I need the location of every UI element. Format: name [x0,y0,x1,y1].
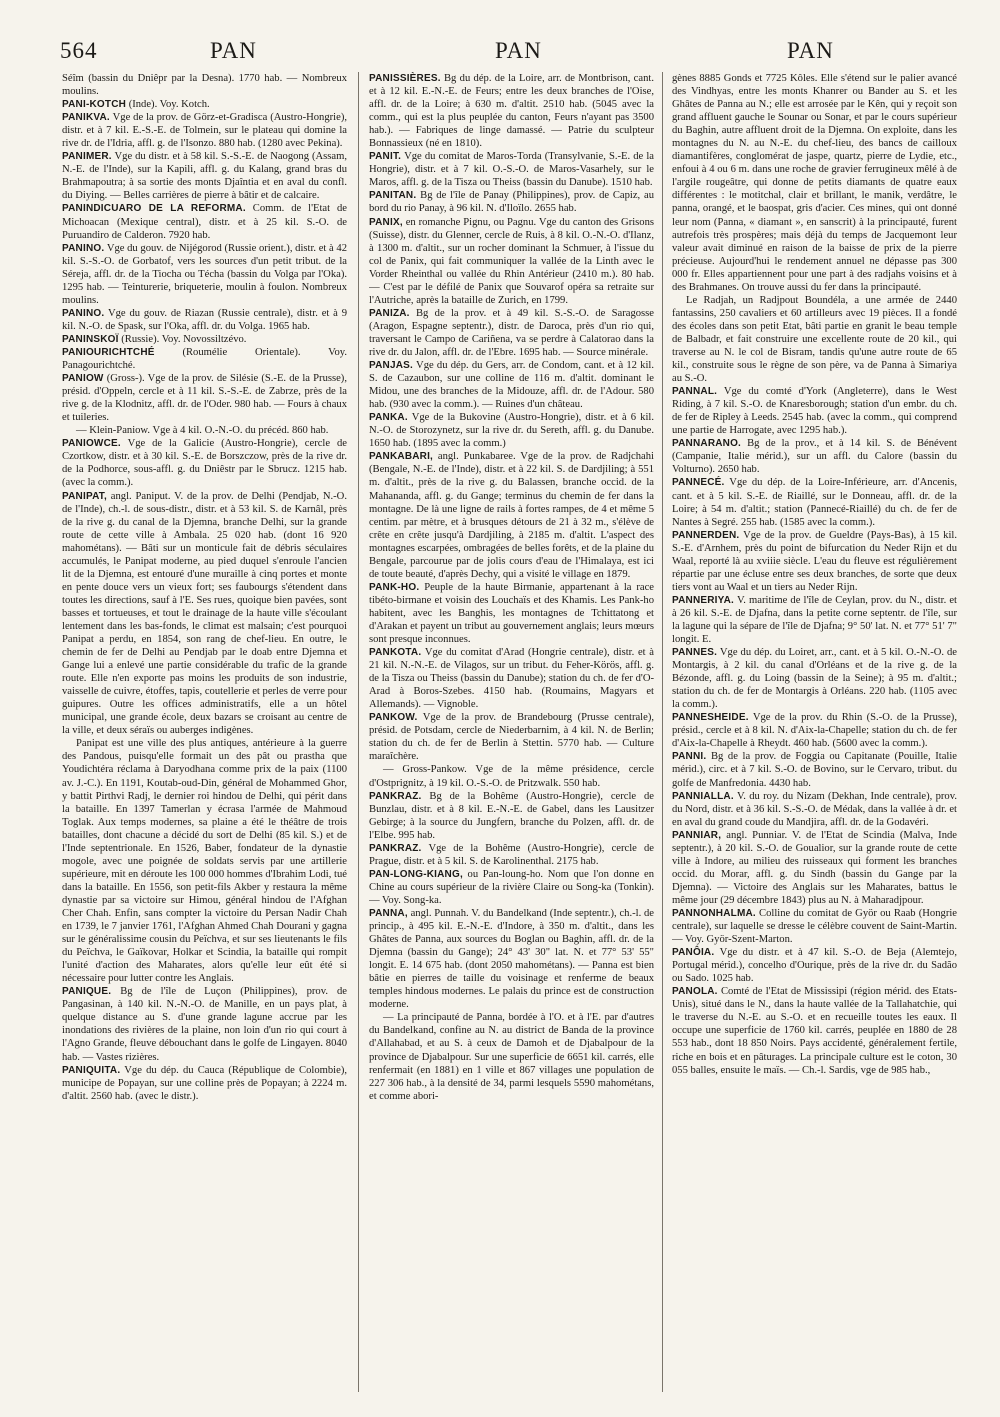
entry-text: Vge du distr. et à 58 kil. S.-S.-E. de Naogong (Assam, N.-E. de l'Inde), sur la Kapili, affl. g. du Kalang, grand bras du Brahmapoutra; à sa sortie des monts Djaîntia et en aval du confl. du Diying. — Belles carrières de pierre à bâtir et de calcaire. [62,151,347,202]
dictionary-entry [62,372,347,424]
dictionary-entry [369,790,654,842]
entry-headword: PANIPAT, [62,490,107,502]
entry-text: Panipat est une ville des plus antiques, antérieure à la guerre des Pandous, puisqu'elle formait un des pât ou prastha que Youdichtéra réclama à Daryodhana comme prix de la paix (1100 av. J.-C.). En 1191, Koutab-oud-Din, général de Mohammed Ghor, y battit Pirthvi Radj, le dernier roi hindou de Delhi, qui périt dans la bataille. En 1397 Tamerlan y écrasa l'armée de Mahmoud Toglak. Aux temps modernes, sa plaine a été le théâtre de trois batailles, dont chacune a décidé du sort de Delhi (85 kil. S.) et de l'Inde septentrionale. En 1526, Baber, fondateur de la dynastie mogole, avec une poignée de soldats servis par une artillerie supérieure, mit en déroute les 100 000 hommes d'Ibrahim Lodi, tué dans la bataille. En 1556, son petit-fils Akber y restaura la même dynastie par sa victoire sur Himou, général hindou de l'Afghan Cher Chah. Enfin, sans compter la victoire du Persan Nadir Chah en 1739, le 7 janvier 1761, l'Afghan Ahmed Chah Dourani y gagna sur le généralissime cousin du Peïchva, et sur ses lieutenants le fils du Peïchva, le Gaïkovar, Holkar et Scindia, la bataille qui rompit l'unité d'action des Maharates, alors qu'elle leur eût été si nécessaire pour lutter contre les Anglais. [62,738,347,985]
entry-headword: PANI-KOTCH [62,99,127,111]
entry-text: angl. Paniput. V. de la prov. de Delhi (Pendjab, N.-O. de l'Inde), ch.-l. de sous-distr., distr. et à 53 kil. S. de Karnâl, près de la rive g. du canal de la Djemna, branche Delhi, sur la grande route de cette ville à Ambala. 25 020 hab. (dont 16 920 mahométans). — Bâti sur un monticule fait de débris séculaires accumulés, le Panipat moderne, au pied duquel s'enroule l'ancien lit de la Djemna, est entouré d'une muraille à cinq portes et monte en pente douce vers un vieux fort; ses faubourgs s'étendent dans toutes les directions, sauf à l'E. Ses rues, quoique bien pavées, sont basses et tortueuses, et tout le drainage de la haute ville s'écoulant lentement dans les bas-fonds, le climat est malsain; c'est pourquoi Panipat a perdu, en 1854, son rang de chef-lieu. En outre, le chemin de fer de Delhi au Pendjab par le doab entre Djemna et Gange lui a enlevé une partie considérable du trafic de la grande route. Elle n'en exporte pas moins les produits de son industrie, vaisselle de cuivre, étoffes, tapis, coutellerie et perles de verre pour guipures. Outre les offices administratifs, elle a un hôtel municipal, une grande école, deux bazars se croisant au centre de la ville, et deux séraïs ou auberges indigènes. [62,490,347,737]
dictionary-entry [369,868,654,907]
entry-headword: PANIMER. [62,151,112,163]
entry-text: Vge du comté d'York (Angleterre), dans le West Riding, à 7 kil. S.-O. de Knaresborough; station d'un embr. du ch. de fer de Ripley à Leeds. 2545 hab. (avec la comm., qui comprend une partie de Harrogate, avec 1295 hab.). [672,386,957,437]
entry-headword: PANNIALLA. [672,790,734,802]
entry-text: V. maritime de l'île de Ceylan, prov. du N., distr. et à 26 kil. S.-E. de Djafna, dans la petite corne septentr. de l'île, sur la lagune qui la sépare de l'île de Djafna; 9° 50' lat. N. et 77° 51' 7" longit. E. [672,594,957,646]
entry-text: Bg de la prov., et à 14 kil. S. de Bénévent (Campanie, Italie mérid.), sur un affl. du Calore (bassin du Volturno). 2650 hab. [672,438,957,476]
entry-text: ou Pan-loung-ho. Nom que l'on donne en Chine au cours supérieur de la rivière Claire ou Song-ka (Tonkin). — Voy. Song-ka. [369,868,654,906]
dictionary-entry [369,72,654,150]
entry-text: Vge de la prov. de Gueldre (Pays-Bas), à 15 kil. S.-E. d'Arnhem, près du point de bifurcation du Neder Rijn et du Waal, reporté là au xviiie siècle. L'eau du fleuve est régulièrement répartie par une écluse entre ses deux branches, de sorte que deux tiers vont au Waal et un tiers au Neder Rijn. [672,529,957,593]
dictionary-entry [672,907,957,946]
dictionary-entry [62,202,347,241]
entry-headword: PANIQUE. [62,986,112,998]
page-header [60,38,960,68]
dictionary-entry [672,646,957,711]
dictionary-entry [369,216,654,307]
entry-headword: PANINSKOÏ [62,333,119,345]
entry-text: — Klein-Paniow. Vge à 4 kil. O.-N.-O. du précéd. 860 hab. [76,425,329,437]
running-head-right: PAN [787,38,834,63]
entry-headword: PANKRAZ. [369,842,422,854]
dictionary-entry [62,437,347,489]
column-divider [358,72,359,1392]
entry-headword: PAN-LONG-KIANG, [369,868,463,880]
dictionary-entry [672,594,957,646]
dictionary-entry [369,646,654,711]
dictionary-entry [62,346,347,372]
entry-headword: PANNI. [672,751,707,763]
running-head-center: PAN [495,38,542,63]
entry-text: Comté de l'Etat de Mississipi (région mérid. des Etats-Unis), situé dans le N., dans la haute vallée de la Tallahatchie, qui le traverse du N.-E. au S.-O. et en recueille toutes les eaux. Il occupe une superficie de 1760 kil. carrés, peuplée en 1880 de 28 553 hab., dont 18 850 Noirs. Pays accidenté, généralement fertile, riche en bois et en pâturages. La principale culture est le coton, 30 055 balles, ensuite le maïs. — Ch.-l. Sardis, vge de 985 hab., [672,986,957,1076]
entry-headword: PANNA, [369,908,408,919]
entry-text: Bg de la prov. et à 49 kil. S.-S.-O. de Saragosse (Aragon, Espagne septentr.), distr. de Daroca, près d'un rio qui, traversant le Campo de Cariñena, va se perdre à Calatorao dans la rive dr. du Jalon, affl. dr. de l'Ebre. 1695 hab. — Source minérale. [369,307,654,358]
page-number: 564 [60,38,98,63]
entry-headword: PANIOURICHTCHÉ [62,346,155,358]
entry-text: gènes 8885 Gonds et 7725 Kôles. Elle s'étend sur le palier avancé des Vindhyas, entre les monts Khanrer ou Bander au S. et les Ghâtes de Panna au N.; elle est arrosée par le Kên, qui y reçoit son grand affluent gauche le Sounar ou Sonar, et par le cours supérieur du Baghin, autre affluent droit de la Djemna. On exploite, dans les montagnes du N. au N.-E. du chef-lieu, des bancs de cailloux diamantifères, conglomérat de jaspe, quartz, pierre de Lydie, etc., enfoui à 4 ou 6 m. dans une roche de gravier ferrugineux mêlé à de l'argile rougeâtre, qui donne de petits diamants de quatre eaux différentes : le motitchal, clair et brillant, le manik, verdâtre, le panna, orangé, et le baospat, gris d'acier. Ces mines, qui ont donné leur nom (Panna, « diamant », en sanscrit) à la principauté, furent autrefois très prospères; mais déjà du temps de Jacquemont leur valeur avait diminué en raison de la baisse de prix de la pierre précieuse. Aujourd'hui le rendement annuel ne dépasse pas 300 000 fr. Elles appartiennent pour une part à des radjahs voisins et à des Brahmanes. On trouve aussi du fer dans la principauté. [672,73,957,293]
entry-text: Vge de la Galicie (Austro-Hongrie), cercle de Czortkow, distr. et à 30 kil. S.-E. de Borszczow, près de la rive dr. de la Podhorce, sous-affl. g. du Dniêstr par le Sbrucz. 1215 hab. (avec la comm.). [62,438,347,489]
dictionary-entry [369,411,654,450]
dictionary-entry [62,424,347,437]
dictionary-entry [672,385,957,437]
entry-text: V. du roy. du Nizam (Dekhan, Inde centrale), prov. du Nord, distr. et à 36 kil. S.-S.-O. de Médak, dans la vallée à dr. et en aval du grand coude du Mandjira, affl. dr. de la Godavéri. [672,790,957,828]
entry-headword: PANINO. [62,307,105,319]
entry-headword: PANNONHALMA. [672,908,756,919]
dictionary-entry [369,450,654,580]
dictionary-entry [62,1064,347,1103]
entry-text: Vge du gouv. de Riazan (Russie centrale), distr. et à 9 kil. N.-O. de Spask, sur l'Oka, affl. dr. du Volga. 1965 hab. [62,307,347,332]
dictionary-entry [369,359,654,411]
entry-text: Vge de la prov. du Rhin (S.-O. de la Prusse), présid., cercle et à 8 kil. N. d'Aix-la-Chapelle; station du ch. de fer d'Aix-la-Chapelle à Rheydt. 460 hab. (5600 avec la comm.). [672,712,957,750]
dictionary-entry [62,242,347,307]
entry-text: Bg du dép. de la Loire, arr. de Montbrison, cant. et à 12 kil. E.-N.-E. de Feurs; entre les deux branches de l'Oise, affl. dr. de la Loire; à 630 m. d'altit. 2510 hab. (5045 avec la comm., qui est la plus peuplée du canton, Feurs n'ayant pas 3500 hab.). — Fabriques de linge damassé. — Patrie du sculpteur Bonnassieux (né en 1810). [369,73,654,150]
entry-headword: PANJAS. [369,360,414,372]
entry-headword: PANIOWCE. [62,438,121,450]
dictionary-entry [369,307,654,359]
entry-text: (Roumélie Orientale). Voy. Panagourichtché. [62,346,347,372]
dictionary-entry [62,490,347,738]
entry-text: angl. Punniar. V. de l'Etat de Scindia (Malva, Inde septentr.), à 20 kil. S.-O. de Goualior, sur la grande route de cette ville à Indore, au milieu des ruisseaux qui forment les branches occid. du Morar, affl. g. du Sindh (bassin du Gange par la Djemna). — Victoire des Anglais sur les Maharates, battus le même jour (29 décembre 1843) plus au N. à Maharadjpour. [672,829,957,906]
dictionary-entry [369,907,654,1011]
column-left [62,72,347,1392]
dictionary-entry [62,150,347,202]
dictionary-entry [369,763,654,789]
entry-headword: PANKA. [369,412,408,424]
entry-headword: PANITAN. [369,190,417,202]
dictionary-entry [672,946,957,985]
entry-headword: PANNECÉ. [672,477,725,489]
entry-headword: PANNARANO. [672,438,742,450]
entry-text: Vge du dép. du Gers, arr. de Condom, cant. et à 12 kil. S. de Cazaubon, sur une colline de 116 m. d'altit. dominant le Midou, une des branches de la Midouze, affl. dr. de l'Adour. 580 hab. (930 avec la comm.). — Ruines d'un château. [369,360,654,411]
entry-headword: PANÔIA. [672,947,715,959]
entry-text: Vge de la prov. de Görz-et-Gradisca (Austro-Hongrie), distr. et à 7 kil. E.-S.-E. de Tolmein, sur le plateau qui domine la rive dr. de l'Idria, affl. g. de l'Isonzo. 880 hab. (1280 avec Pekina). [62,112,347,150]
dictionary-entry [672,711,957,750]
entry-headword: PANKOW. [369,712,418,724]
entry-headword: PANNERDEN. [672,529,740,541]
entry-text: angl. Punnah. V. du Bandelkand (Inde septentr.), ch.-l. de princip., à 495 kil. E.-N.-E. d'Indore, à 350 m. d'altit., dans les Ghâtes de Panna, aux sources du Boglan ou Baghin, affl. dr. de la Djemna (bassin du Gange); 24° 43' 30" lat. N. et 77° 53' 55" longit. E. 14 675 hab. (dont 2050 mahométans). — Panna est bien bâtie en pierres de taille du voisinage et renferme de beaux temples hindous modernes. Le palais du prince est de construction moderne. [369,908,654,1011]
entry-headword: PANNESHEIDE. [672,712,749,724]
entry-text: Vge du comitat d'Arad (Hongrie centrale), distr. et à 21 kil. N.-N.-E. de Vilagos, sur un tribut. du Feher-Körös, affl. g. de la Tisza ou Theiss (bassin du Danube); station du ch. de fer d'O-Arad à Boros-Szebes. 4150 hab. (Roumains, Magyars et Allemands). — Vignoble. [369,647,654,711]
dictionary-entry [672,750,957,789]
entry-headword: PANOLA. [672,986,718,998]
entry-headword: PANNAL. [672,386,718,398]
entry-text: Bg de la Bohême (Austro-Hongrie), cercle de Bunzlau, distr. et à 8 kil. E.-N.-E. de Gabel, dans les Lausitzer Gebirge; à la source du Jungfern, branche du Polzen, affl. dr. de l'Elbe. 995 hab. [369,790,654,841]
entry-text: Colline du comitat de Györ ou Raab (Hongrie centrale), sur laquelle se dresse le célèbre couvent de Saint-Martin. — Voy. Györ-Szent-Marton. [672,908,957,946]
column-divider [662,72,663,1392]
entry-text: Comm. de l'Etat de Michoacan (Mexique central), distr. et à 25 kil. S.-O. de Puruandiro de Calderon. 7920 hab. [62,203,347,241]
dictionary-entry [62,985,347,1063]
entry-text: (Gross-). Vge de la prov. de Silésie (S.-E. de la Prusse), présid. d'Oppeln, cercle et à 11 kil. S.-S.-E. de Zabrze, près de la rive g. de la Klodnitz, affl. dr. de l'Oder. 980 hab. — Fours à chaux et tuileries. [62,373,347,424]
entry-text: Bg de l'île de Luçon (Philippines), prov. de Pangasinan, à 140 kil. N.-N.-O. de Manille, en un pays plat, à quelque distance au S. d'une grande lagune accrue par les inondations des rivières de la plaine, non loin d'un rio qui court à l'Agno Grande, fleuve débouchant dans le golfe de Lingayen. 8040 hab. — Vastes rizières. [62,986,347,1063]
entry-text: Vge du dép. du Cauca (République de Colombie), municipe de Popayan, sur une colline près de Popayan; à 2224 m. d'altit. 2560 hab. (avec le distr.). [62,1064,347,1102]
entry-headword: PANNES. [672,647,718,659]
entry-text: Vge de la prov. de Brandebourg (Prusse centrale), présid. de Potsdam, cercle de Niederbarnim, à 4 kil. N. de Berlin; station du ch. de fer de Berlin à Stettin. 5770 hab. — Culture maraîchère. [369,712,654,763]
entry-text: (Russie). Voy. Novossiltzévo. [121,333,247,345]
dictionary-entry [672,437,957,476]
dictionary-entry [62,111,347,150]
column-middle [369,72,654,1392]
entry-text: Vge de la Bukovine (Austro-Hongrie), distr. et à 6 kil. N.-O. de Storozynetz, sur la rive dr. du Sereth, affl. g. du Danube. 1650 hab. (1895 avec la comm.) [369,412,654,450]
entry-headword: PANINDICUARO DE LA REFORMA. [62,203,246,215]
entry-text: Vge du dép. du Loiret, arr., cant. et à 5 kil. O.-N.-O. de Montargis, à 2 kil. du canal d'Orléans et de la rive g. de la Bézonde, affl. g. du Loing (bassin de la Seine); à 95 m. d'altit.; station du ch. de fer de Montargis à Orléans. 220 hab. (1105 avec la comm.). [672,647,957,711]
dictionary-entry [672,790,957,829]
entry-text: Vge du dép. de la Loire-Inférieure, arr. d'Ancenis, cant. et à 5 kil. S.-E. de Riaillé, sur le Donneau, affl. dr. de la Loire; à 54 m. d'altit.; station (Pannecé-Riaillé) du ch. de fer de Nantes à Segré. 255 hab. (1585 avec la comm.). [672,477,957,528]
entry-headword: PANNERIYA. [672,594,735,606]
entry-headword: PANIQUITA. [62,1064,121,1076]
dictionary-entry [62,307,347,333]
entry-text: Séîm (bassin du Dniêpr par la Desna). 1770 hab. — Nombreux moulins. [62,73,347,98]
entry-headword: PANIT. [369,151,402,163]
entry-headword: PANKRAZ. [369,790,422,802]
entry-headword: PANKOTA. [369,647,422,659]
entry-text: en romanche Pignu, ou Pagnu. Vge du canton des Grisons (Suisse), distr. du Glenner, cercle de Ruis, à 8 kil. O.-N.-O. d'Ilanz, à 1300 m. d'altit., sur un rocher dominant la Schmuer, à l'issue du col de Panix, qui fait communiquer la vallée de la Linth avec le Vorder Rheinthal ou vallée du Rhin Antérieur (2410 m.). 80 hab. — C'est par le défilé de Panix que Souvarof opéra sa retraite sur l'Autriche, après la bataille de Zurich, en 1799. [369,216,654,306]
entry-headword: PANK-HO. [369,581,420,593]
dictionary-entry [62,737,347,985]
dictionary-entry [62,72,347,98]
dictionary-entry [672,985,957,1076]
entry-headword: PANISSIÈRES. [369,73,441,84]
dictionary-entry [369,711,654,763]
entry-text: (Inde). Voy. Kotch. [128,99,210,111]
entry-headword: PANIOW [62,373,104,385]
entry-text: Vge du distr. et à 47 kil. S.-O. de Beja (Alemtejo, Portugal mérid.), concelho d'Ourique, près de la rive dr. du Sadão ou Sado. 1025 hab. [672,947,957,985]
entry-text: Vge du gouv. de Nijégorod (Russie orient.), distr. et à 42 kil. S.-S.-O. de Gorbatof, vers les sources d'un petit tribut. de la Séreja, affl. dr. de la Tiocha ou Técha (bassin du Volga par l'Oka). 1295 hab. — Teinturerie, briqueterie, moulin à foulon. Nombreux moulins. [62,242,347,306]
entry-text: — La principauté de Panna, bordée à l'O. et à l'E. par d'autres du Bandelkand, confine au N. au district de Banda de la province d'Allahabad, et au S. à ceux de Damoh et de Djabalpour de la province de Djabalpour. Sur une superficie de 6651 kil. carrés, elle renfermait (en 1881) en 1 ville et 867 villages une population de 227 306 hab., à la densité de 34, parmi lesquels 5590 mahométans, et comme abori- [369,1012,654,1102]
entry-headword: PANIKVA. [62,112,110,124]
entry-text: Bg de la prov. de Foggia ou Capitanate (Pouille, Italie mérid.), circ. et à 7 kil. S.-O. de Bovino, sur le Cervaro, tribut. du golfe de Manfredonia. 4430 hab. [672,751,957,789]
entry-headword: PANNIAR, [672,829,722,841]
dictionary-entry [369,189,654,215]
running-head-left: PAN [210,38,257,63]
dictionary-entry [369,581,654,646]
entry-headword: PANINO. [62,242,105,254]
dictionary-entry [369,842,654,868]
dictionary-entry [672,529,957,594]
entry-headword: PANIZA. [369,307,410,319]
dictionary-entry [672,72,957,294]
dictionary-entry [369,150,654,189]
dictionary-entry [672,294,957,385]
dictionary-entry [672,476,957,528]
entry-text: — Gross-Pankow. Vge de la même présidence, cercle d'Ostprignitz, à 19 kil. O.-S.-O. de Pritzwalk. 550 hab. [369,764,654,789]
entry-text: Bg de l'île de Panay (Philippines), prov. de Capiz, au bord du rio Panay, à 96 kil. N. d'Iloïlo. 2655 hab. [369,190,654,215]
dictionary-entry [672,829,957,907]
entry-text: angl. Punkabaree. Vge de la prov. de Radjchahi (Bengale, N.-E. de l'Inde), distr. et à 22 kil. S. de Dardjiling; à 551 m. d'altit., près de la rive g. du Balassen, branche occid. de la Mahananda, affl. g. du Gange; terminus du chemin de fer dans la montagne. De là une ligne de rails à fortes rampes, de 4 et même 5 centim. par mètre, et à brusques détours de 21 à 32 m., s'élève de crête en crête jusqu'à Dardjiling, à 2185 m. d'altit. L'aspect des montagnes escarpées, ombragées de belles forêts, et de la plaine du Bengale, parcourue par de jolis cours d'eau de l'Himalaya, est ici de toute beauté, d'après Dechy, qui a visité le village en 1879. [369,451,654,580]
dictionary-entry [62,98,347,111]
entry-headword: PANKABARI, [369,451,434,463]
column-right [672,72,957,1392]
entry-text: Vge du comitat de Maros-Torda (Transylvanie, S.-E. de la Hongrie), distr. et à 7 kil. O.-S.-O. de Maros-Vasarhely, sur le Maros, affl. g. de la Tisza ou Theiss (bassin du Danube). 1510 hab. [369,151,654,189]
entry-text: Le Radjah, un Radjpout Boundéla, a une armée de 2440 fantassins, 250 cavaliers et 60 artilleurs avec 19 pièces. Il a fondé des écoles dans son petit Etat, bâti partie en granit le beau temple de Balbadr, et fait construire une excellente route de 20 kil., qui traverse au N. le col de Bisram, tandis qu'une autre route de 65 kil., construite sous le règne de son père, va de Panna à Simariya au S.-O. [672,294,957,385]
entry-text: Vge de la Bohême (Austro-Hongrie), cercle de Prague, distr. et à 5 kil. S. de Karolinenthal. 2175 hab. [369,842,654,867]
dictionary-entry [62,333,347,346]
entry-headword: PANIX, [369,216,403,228]
entry-text: Peuple de la haute Birmanie, appartenant à la race tibéto-birmane et voisin des Louchaïs et des Khamis. Les Pank-ho habitent, avec les Banghis, les montagnes de Tchittatong et d'Arakan et payent un tribut au gouvernement anglais; leurs mœurs sont presque inconnues. [369,581,654,646]
dictionary-entry [369,1011,654,1102]
